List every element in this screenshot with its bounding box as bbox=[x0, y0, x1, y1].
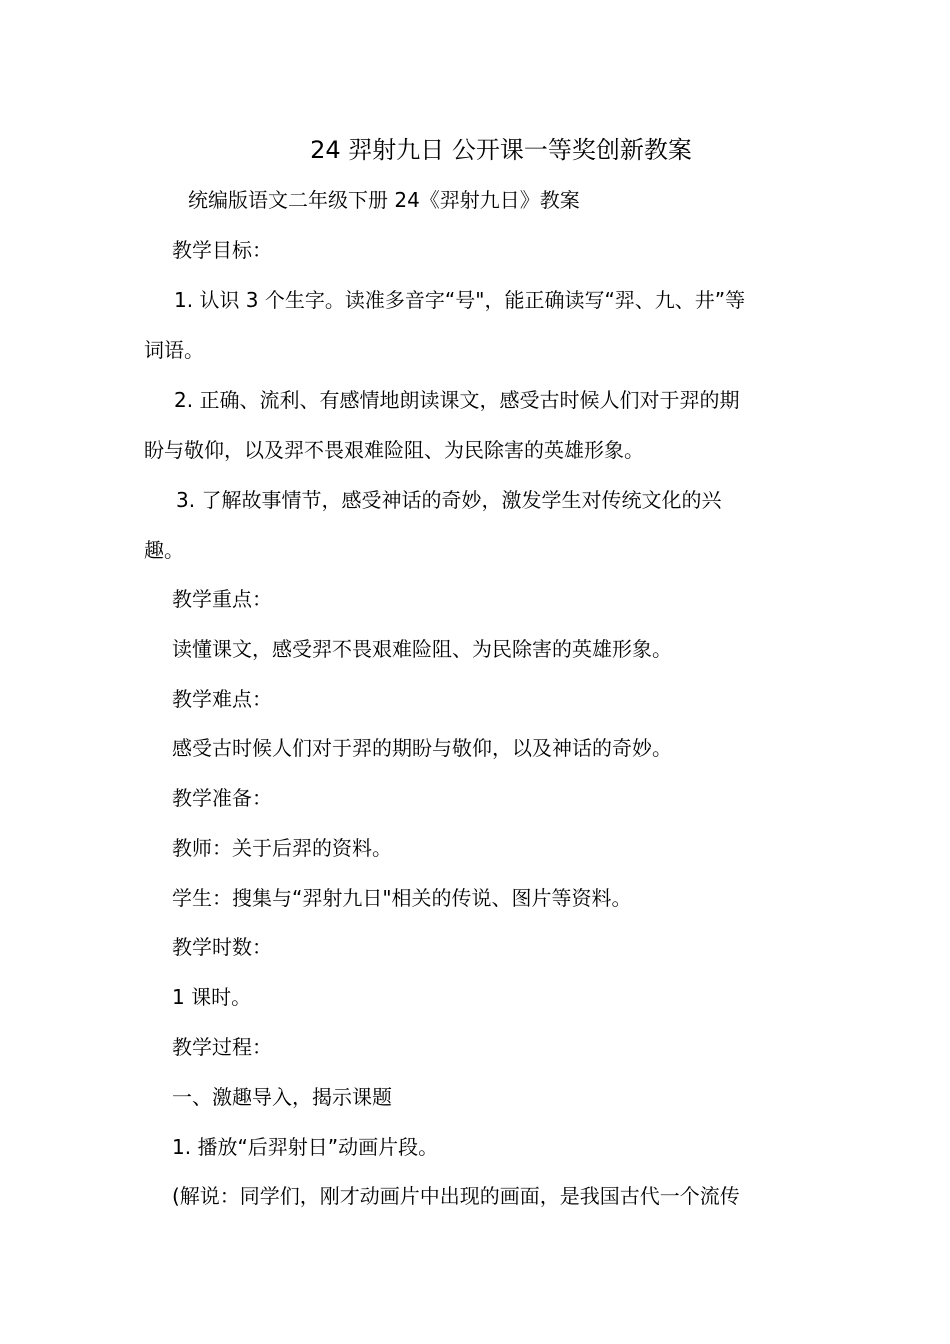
key-text: 读懂课文，感受羿不畏艰难险阻、为民除害的英雄形象。 bbox=[172, 637, 672, 661]
prep-heading: 教学准备： bbox=[172, 786, 272, 810]
goal-3-line-2: 趣。 bbox=[144, 538, 184, 562]
goal-1-line-1: 1. 认识 3 个生字。读准多音字“号"，能正确读写“羿、九、井”等 bbox=[174, 288, 746, 312]
goal-1-line-2: 词语。 bbox=[144, 338, 204, 362]
prep-student: 学生：搜集与“羿射九日"相关的传说、图片等资料。 bbox=[172, 886, 632, 910]
goal-3-line-1: 3. 了解故事情节，感受神话的奇妙，激发学生对传统文化的兴 bbox=[176, 488, 722, 512]
prep-teacher: 教师：关于后羿的资料。 bbox=[172, 836, 392, 860]
goal-2-line-1: 2. 正确、流利、有感情地朗读课文，感受古时候人们对于羿的期 bbox=[174, 388, 740, 412]
goals-heading: 教学目标： bbox=[172, 238, 272, 262]
difficulty-heading: 教学难点： bbox=[172, 687, 272, 711]
difficulty-text: 感受古时候人们对于羿的期盼与敬仰，以及神话的奇妙。 bbox=[172, 736, 672, 760]
document-subtitle: 统编版语文二年级下册 24《羿射九日》教案 bbox=[188, 188, 580, 212]
goal-2-line-2: 盼与敬仰，以及羿不畏艰难险阻、为民除害的英雄形象。 bbox=[144, 438, 644, 462]
section-1-heading: 一、激趣导入，揭示课题 bbox=[172, 1085, 392, 1109]
time-text: 1 课时。 bbox=[172, 985, 252, 1009]
time-heading: 教学时数： bbox=[172, 935, 272, 959]
narration-text: (解说：同学们，刚才动画片中出现的画面，是我国古代一个流传 bbox=[172, 1184, 740, 1208]
process-heading: 教学过程： bbox=[172, 1035, 272, 1059]
step-1: 1. 播放“后羿射日”动画片段。 bbox=[172, 1135, 439, 1159]
key-heading: 教学重点： bbox=[172, 587, 272, 611]
document-title: 24 羿射九日 公开课一等奖创新教案 bbox=[310, 136, 692, 164]
